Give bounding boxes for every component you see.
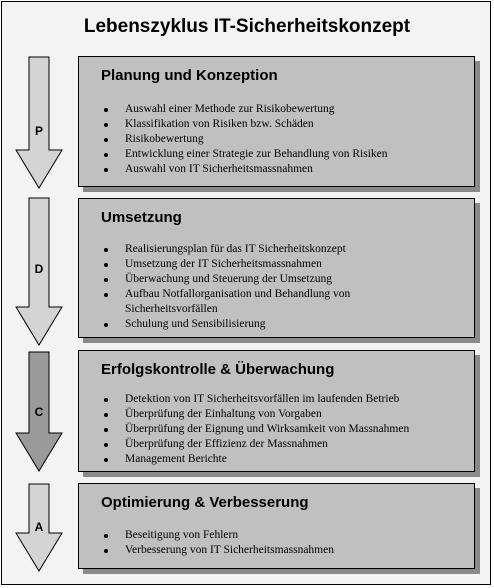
phase-letter-d: D — [34, 262, 44, 276]
phase-list-erfolgskontrolle — [101, 392, 409, 467]
arrow-p — [14, 56, 64, 190]
phase-title-planung: Planung und Konzeption — [101, 67, 278, 84]
phase-title-umsetzung: Umsetzung — [101, 209, 182, 226]
list-item: Umsetzung der IT Sicherheitsmassnahmen — [101, 257, 391, 272]
phase-title-erfolgskontrolle: Erfolgskontrolle & Überwachung — [101, 361, 335, 378]
list-item: Verbesserung von IT Sicherheitsmassnahmen — [101, 543, 334, 558]
list-item: Überprüfung der Eignung und Wirksamkeit von Massnahmen — [101, 422, 409, 437]
arrow-p-icon — [14, 56, 64, 190]
list-item: Überprüfung der Einhaltung von Vorgaben — [101, 407, 409, 422]
list-item: Überwachung und Steuerung der Umsetzung — [101, 272, 391, 287]
list-item: Risikobewertung — [101, 132, 388, 147]
list-item: Auswahl einer Methode zur Risikobewertung — [101, 102, 388, 117]
list-item: Detektion von IT Sicherheitsvorfällen im laufenden Betrieb — [101, 392, 409, 407]
phase-panel-erfolgskontrolle — [78, 350, 475, 472]
list-item: Überprüfung der Effizienz der Massnahmen — [101, 437, 409, 452]
phase-panel-umsetzung — [78, 198, 475, 338]
list-item: Realisierungsplan für das IT Sicherheitskonzept — [101, 242, 391, 257]
phase-letter-c: C — [34, 405, 44, 419]
phase-list-optimierung — [101, 528, 334, 558]
diagram-title: Lebenszyklus IT-Sicherheitskonzept — [83, 16, 411, 37]
arrow-d — [14, 197, 64, 347]
phase-panel-optimierung — [78, 483, 475, 569]
list-item: Aufbau Notfallorganisation und Behandlung von Sicherheitsvorfällen — [101, 287, 391, 317]
phase-title-optimierung: Optimierung & Verbesserung — [101, 494, 309, 511]
list-item: Schulung und Sensibilisierung — [101, 317, 391, 332]
phase-letter-a: A — [34, 520, 44, 534]
arrow-c — [14, 351, 64, 473]
arrow-a — [14, 483, 64, 573]
list-item: Auswahl von IT Sicherheitsmassnahmen — [101, 162, 388, 177]
phase-letter-p: P — [34, 124, 43, 138]
phase-list-planung — [101, 102, 388, 177]
phase-list-umsetzung — [101, 242, 391, 332]
list-item: Beseitigung von Fehlern — [101, 528, 334, 543]
phase-panel-planung — [78, 56, 475, 187]
list-item: Klassifikation von Risiken bzw. Schäden — [101, 117, 388, 132]
list-item: Management Berichte — [101, 452, 409, 467]
list-item: Entwicklung einer Strategie zur Behandlung von Risiken — [101, 147, 388, 162]
